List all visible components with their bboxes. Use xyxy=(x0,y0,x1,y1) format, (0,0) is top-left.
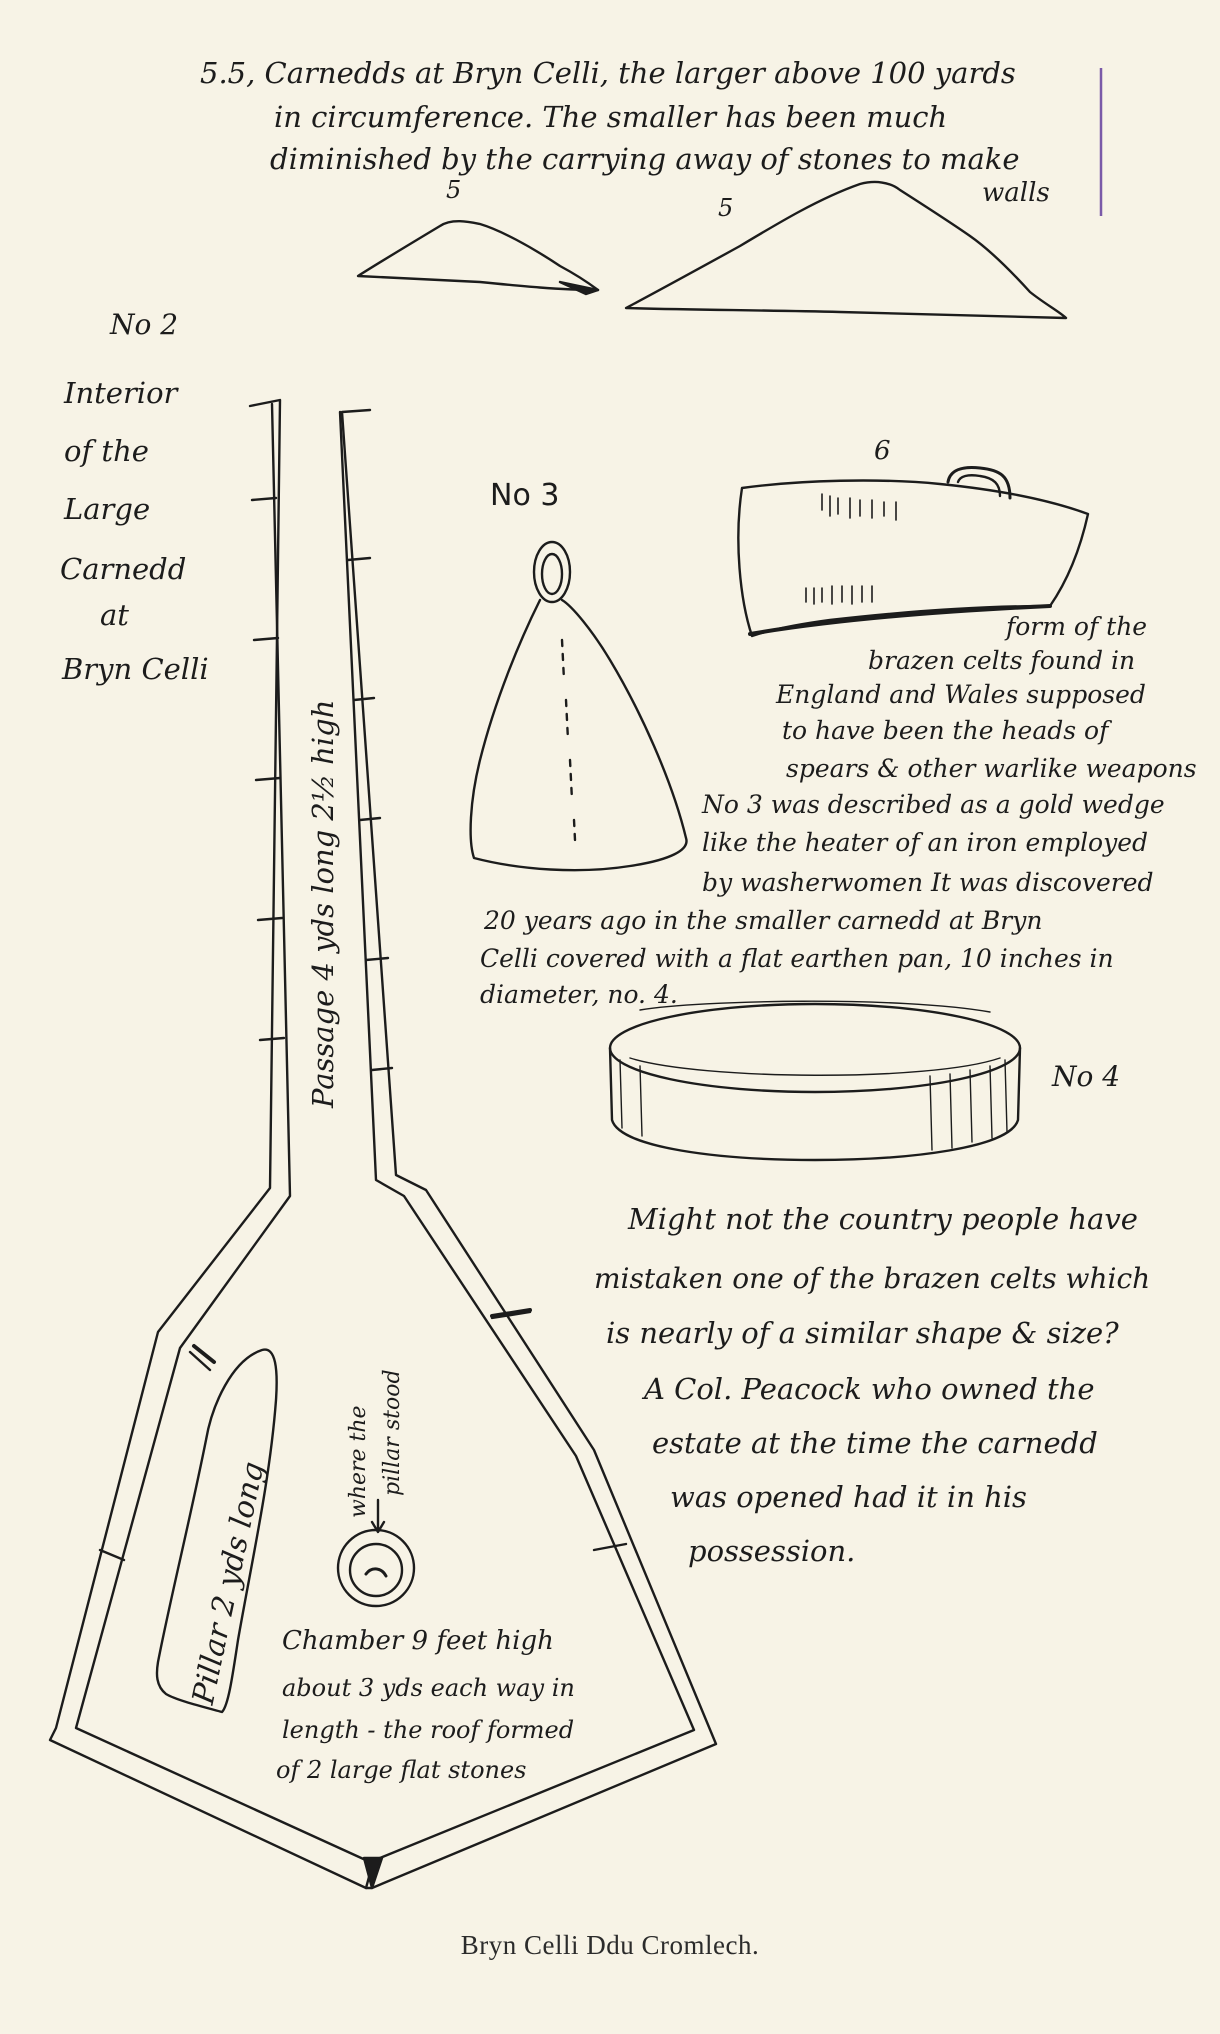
question-note-line-4: A Col. Peacock who owned the xyxy=(644,1372,1095,1406)
figure-caption: Bryn Celli Ddu Cromlech. xyxy=(460,1930,760,1960)
no3-note-line-3: by washerwomen It was discovered xyxy=(702,868,1154,897)
chamber-note-line-4: of 2 large flat stones xyxy=(276,1756,527,1784)
question-note-line-3: is nearly of a similar shape & size? xyxy=(606,1316,1119,1350)
chamber-note-line-1: Chamber 9 feet high xyxy=(282,1626,554,1656)
header-note-line-1: 5.5, Carnedds at Bryn Celli, the larger above 100 yards xyxy=(200,56,1016,90)
interior-line-2: of the xyxy=(64,434,149,468)
question-note-line-7: possession. xyxy=(688,1534,856,1568)
small-mound-label: 5 xyxy=(446,176,462,204)
interior-line-6: Bryn Celli xyxy=(62,652,209,686)
no3-note-line-4: 20 years ago in the smaller carnedd at Bryn xyxy=(484,906,1043,935)
celt-note-line-3: England and Wales supposed xyxy=(776,680,1146,709)
carnedd-plan-drawing xyxy=(50,400,716,1888)
brazen-celt-drawing xyxy=(738,468,1088,636)
question-note-line-6: was opened had it in his xyxy=(670,1480,1027,1514)
celt-note-line-4: to have been the heads of xyxy=(782,716,1109,745)
interior-line-4: Carnedd xyxy=(60,552,187,586)
wedge-number: No 3 xyxy=(490,478,560,513)
question-note-line-1: Might not the country people have xyxy=(628,1202,1138,1236)
chamber-note-line-2: about 3 yds each way in xyxy=(282,1674,575,1702)
no3-note-line-2: like the heater of an iron employed xyxy=(702,828,1149,857)
large-mound-label: 5 xyxy=(718,194,734,222)
pillar-label: Pillar 2 yds long xyxy=(186,1458,272,1708)
no3-note-line-5: Celli covered with a flat earthen pan, 10 inches in xyxy=(480,944,1114,973)
header-note-line-2: in circumference. The smaller has been much xyxy=(274,100,948,134)
passage-label: Passage 4 yds long 2½ high xyxy=(306,699,340,1108)
question-note-line-2: mistaken one of the brazen celts which xyxy=(594,1262,1151,1295)
celt-note-line-1: form of the xyxy=(1006,612,1148,641)
chamber-note-line-3: length - the roof formed xyxy=(282,1716,575,1744)
celt-number: 6 xyxy=(874,436,891,466)
no3-note-line-1: No 3 was described as a gold wedge xyxy=(702,790,1165,819)
interior-line-1: Interior xyxy=(64,376,178,410)
header-note-line-3: diminished by the carrying away of stones to make xyxy=(270,142,1020,176)
interior-line-5: at xyxy=(100,598,129,632)
pan-number: No 4 xyxy=(1052,1060,1121,1093)
small-carnedd-drawing xyxy=(358,221,598,294)
interior-line-3: Large xyxy=(64,492,151,526)
earthen-pan-drawing xyxy=(610,1001,1020,1160)
no3-note-line-6: diameter, no. 4. xyxy=(480,980,678,1009)
celt-note-line-2: brazen celts found in xyxy=(868,646,1136,675)
question-note-line-5: estate at the time the carnedd xyxy=(652,1426,1098,1460)
pillar-stood-label-1: where the xyxy=(346,1405,371,1518)
pillar-stood-label-2: pillar stood xyxy=(380,1369,405,1496)
purple-margin-mark xyxy=(1098,68,1104,216)
gold-wedge-drawing xyxy=(471,542,687,870)
interior-number: No 2 xyxy=(110,308,179,341)
celt-note-line-5: spears & other warlike weapons xyxy=(786,754,1197,783)
header-note-line-4: walls xyxy=(982,178,1050,208)
